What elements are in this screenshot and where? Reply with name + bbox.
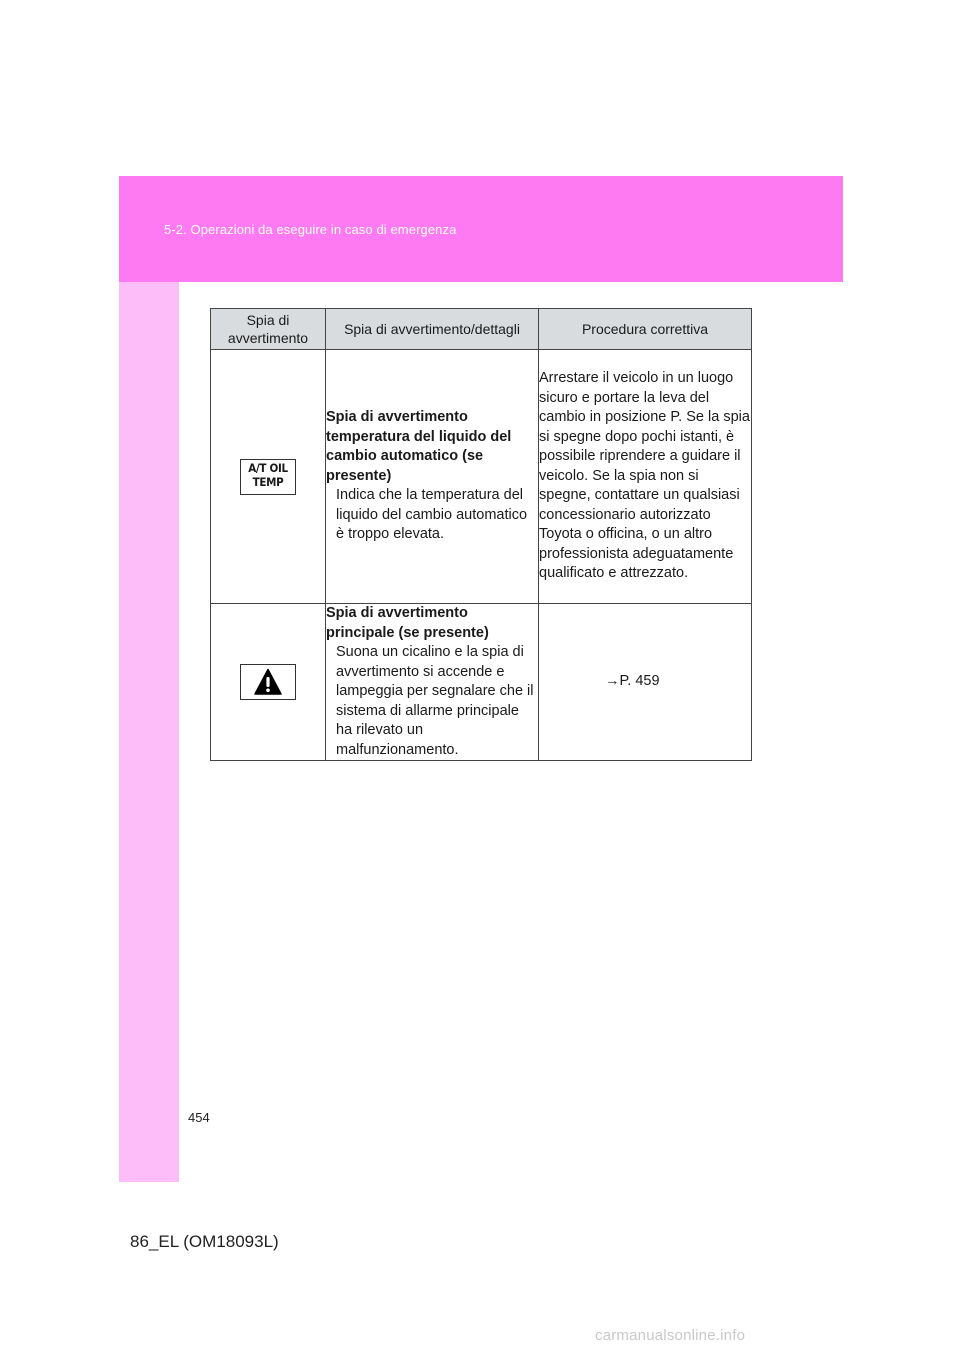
details-cell <box>326 350 539 604</box>
table-header-row <box>211 309 752 350</box>
warning-title: Spia di avvertimento principale (se presente) <box>326 605 489 641</box>
page-number: 454 <box>188 1110 210 1125</box>
master-warning-icon <box>240 664 296 700</box>
warning-title: Spia di avvertimento temperatura del liquido del cambio automatico (se presente) <box>326 409 512 484</box>
at-oil-temp-icon <box>240 459 296 495</box>
icon-cell <box>211 350 326 604</box>
sidebar-tab <box>119 282 179 1182</box>
watermark: carmanualsonline.info <box>595 1327 746 1344</box>
table-row <box>211 604 752 761</box>
icon-cell <box>211 604 326 761</box>
details-cell <box>326 604 539 761</box>
warning-description: Indica che la temperatura del liquido del cambio automatico è troppo elevata. <box>336 487 528 543</box>
document-code: 86_EL (OM18093L) <box>130 1232 279 1251</box>
section-title: 5-2. Operazioni da eseguire in caso di emergenza <box>164 222 457 237</box>
at-oil-temp-label: A/T OIL TEMP <box>248 460 288 489</box>
column-header-icon: Spia di avvertimento <box>211 309 326 350</box>
warning-triangle-icon <box>254 668 282 696</box>
procedure-cell: Arrestare il veicolo in un luogo sicuro e portare la leva del cambio in posizione P. Se la spia si spegne dopo pochi istanti, è possibile riprendere a guidare il veicolo. Se la spia non si spegne, contattare un qualsiasi concessionario autorizzato Toyota o officina, o un altro professionista adeguatamente qualificato e attrezzato. <box>539 350 752 604</box>
table-row <box>211 350 752 604</box>
column-header-procedure: Procedura correttiva <box>539 309 752 350</box>
warning-light-table <box>210 308 752 761</box>
warning-description: Suona un cicalino e la spia di avvertimento si accende e lampeggia per segnalare che il sistema di allarme principale ha rilevato un malfunzionamento. <box>336 644 534 758</box>
procedure-cell: →P. 459 <box>539 604 752 761</box>
column-header-details: Spia di avvertimento/dettagli <box>326 309 539 350</box>
